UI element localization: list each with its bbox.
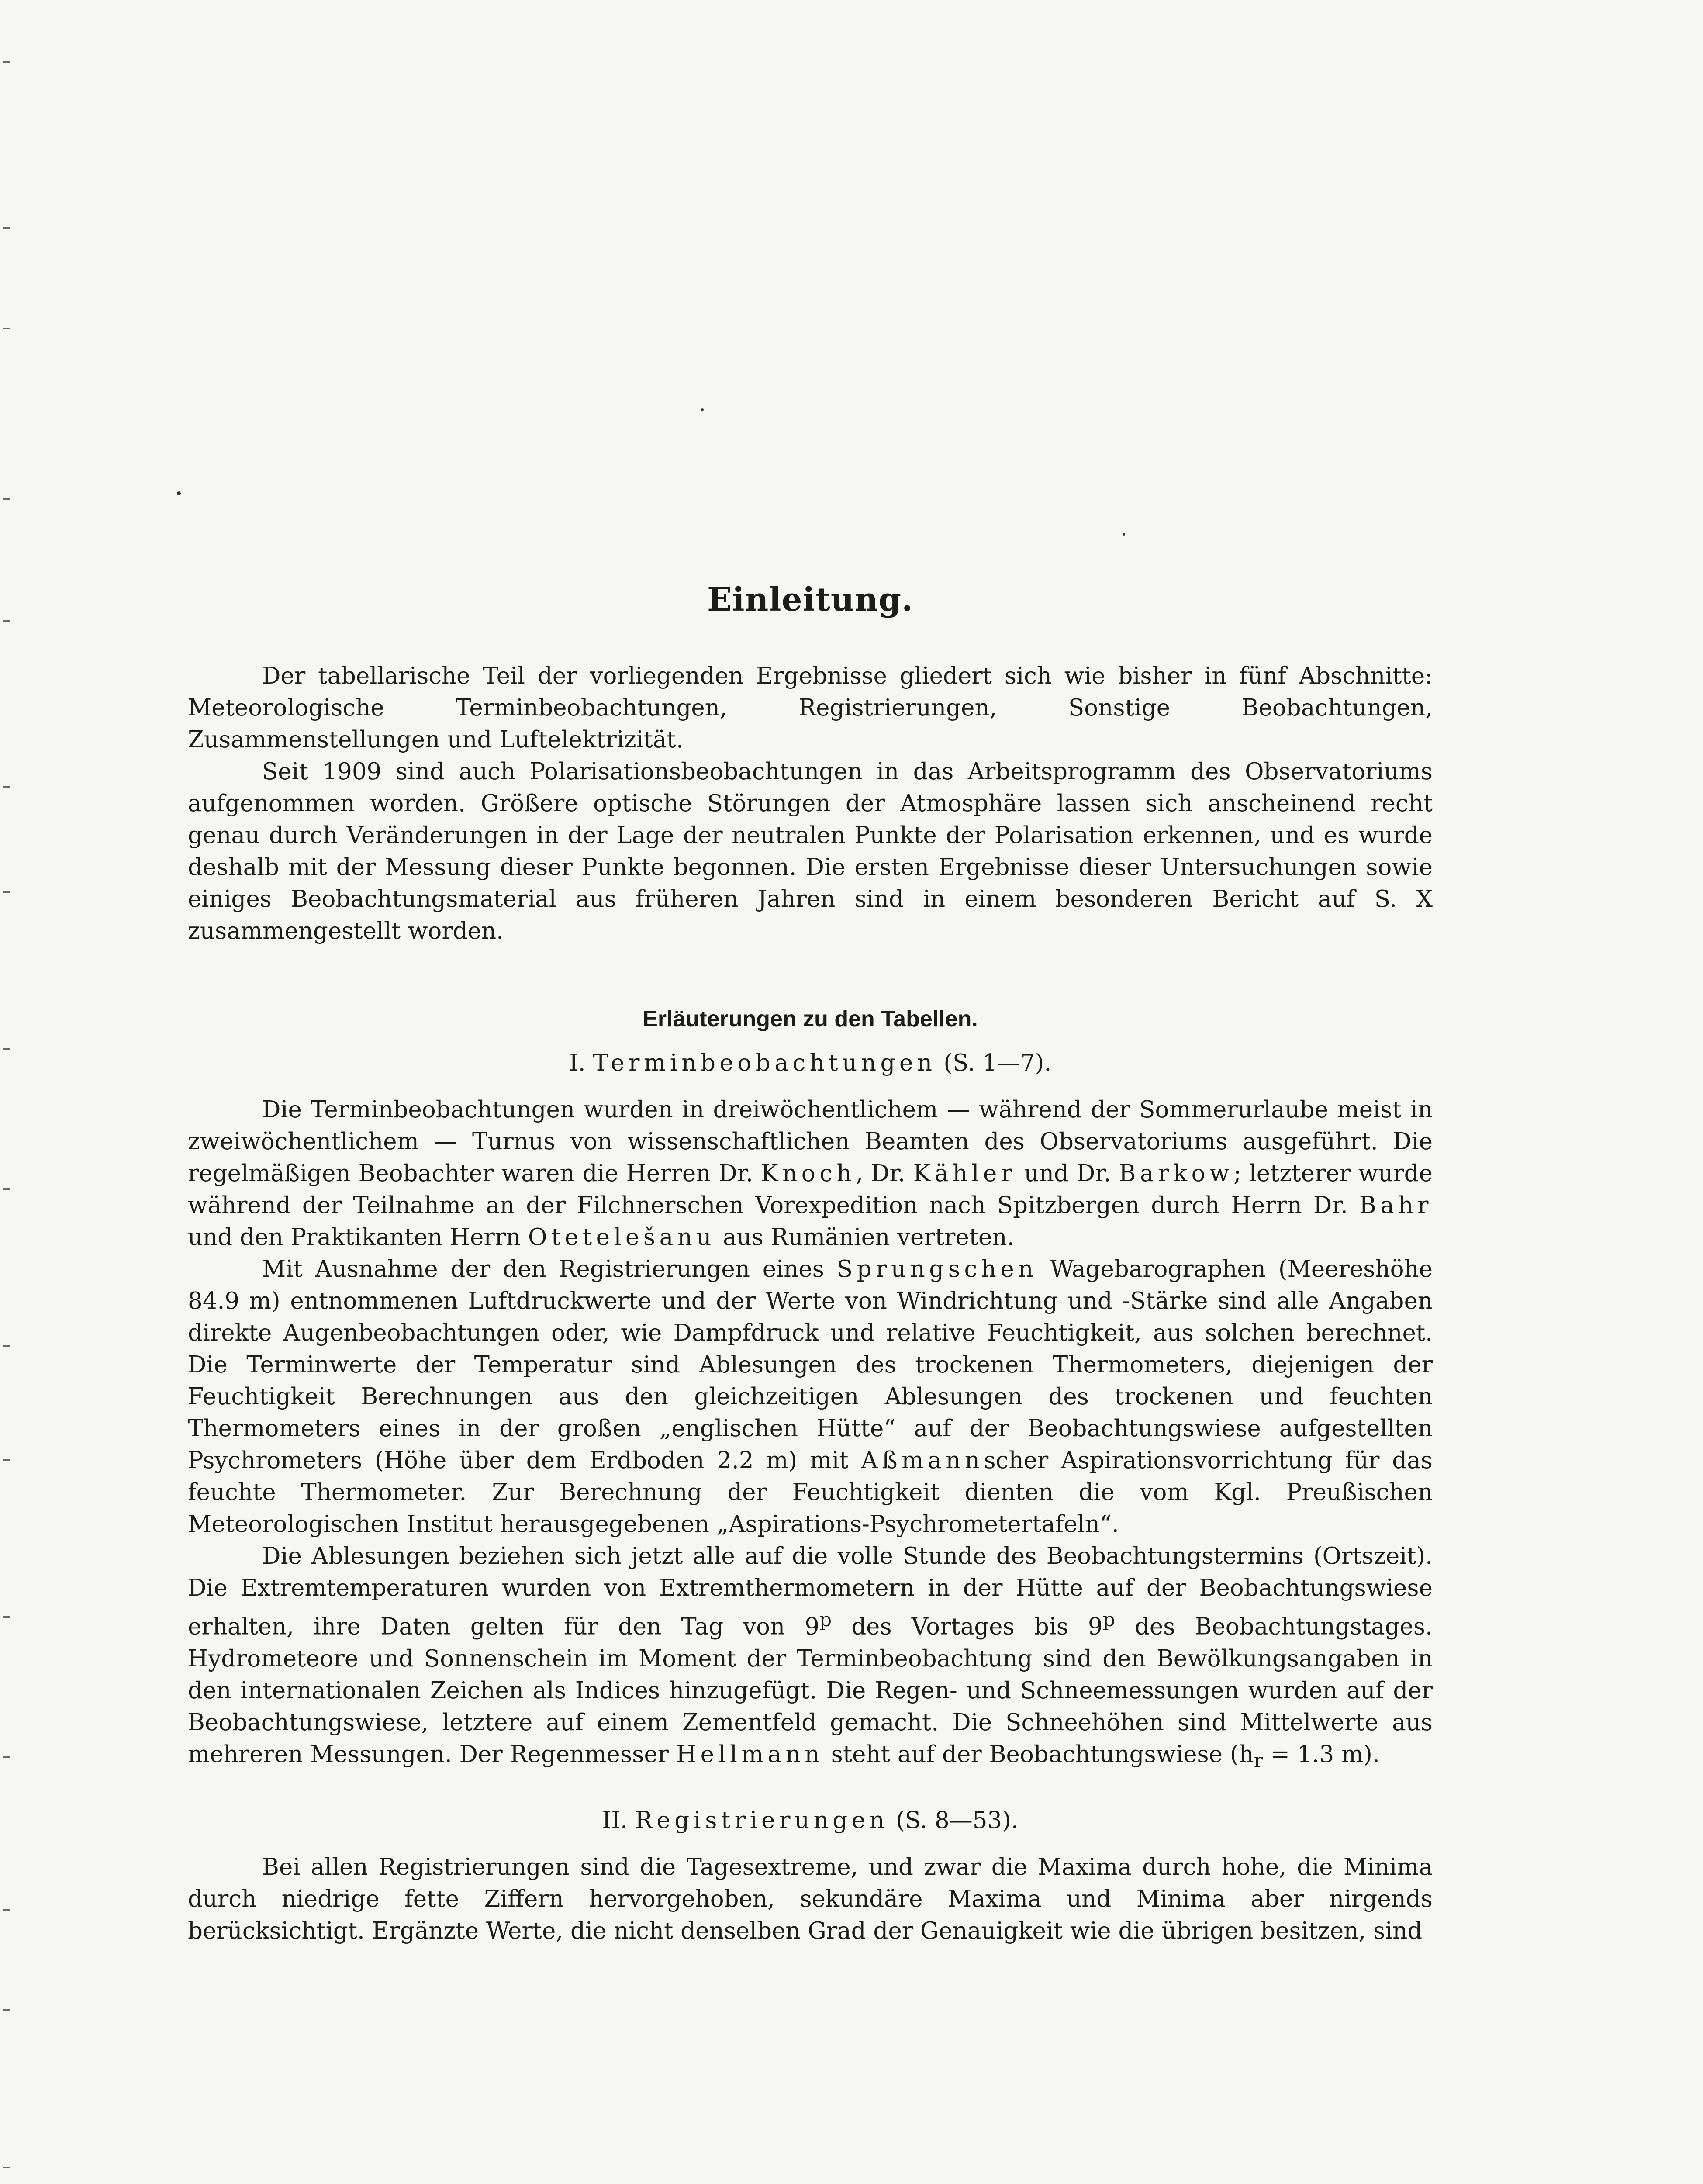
person-name: Knoch (761, 1160, 856, 1187)
edge-mark (3, 498, 10, 500)
subscript: r (1254, 1749, 1263, 1772)
subsection-numeral: II. (602, 1807, 628, 1834)
subsection-heading-registrierungen (188, 1807, 1433, 1834)
superscript: p (819, 1609, 832, 1631)
edge-mark (3, 2167, 10, 2168)
intro-paragraph-2: Seit 1909 sind auch Polarisationsbeobachtungen in das Arbeitsprogramm des Observatoriums aufgenommen worden. Größere optische Störungen der Atmosphäre lassen sich anscheinend recht genau durch Veränderungen in der Lage der neutralen Punkte der Polarisation erkennen, und es wurde deshalb mit der Messung dieser Punkte begonnen. Die ersten Ergebnisse dieser Untersuchungen sowie einiges Beobachtungsmaterial aus früheren Jahren sind in einem besonderen Bericht auf S. X zusammengestellt worden. (188, 758, 1433, 944)
text-run: und den Praktikanten Herrn (188, 1224, 521, 1251)
text-run: scher Aspirationsvorrichtung für das feuchte Thermometer. Zur Berechnung der Feuchtigkeit dienten die vom Kgl. Preußischen Meteorologischen Institut herausgegebenen „Aspirations-Psychrometertafeln“. (188, 1447, 1433, 1538)
person-name: Kähler (913, 1160, 1016, 1187)
text-run: , Dr. (856, 1160, 905, 1187)
text-run: Die Ablesungen beziehen sich jetzt alle auf die volle Stunde des Beobachtungstermins (Ortszeit). Die Extremtemperaturen wurden von Extremthermometern in der Hütte auf der Beobachtungswiese erhalten, ihre Daten gelten für den Tag von 9 (188, 1543, 1433, 1640)
edge-mark (3, 227, 10, 229)
subsection-pages: (S. 8—53). (896, 1807, 1019, 1834)
subsection-name: Terminbeobachtungen (593, 1050, 936, 1076)
subsection-name: Registrierungen (635, 1807, 889, 1834)
edge-mark (3, 1909, 10, 1911)
subsection-heading-terminbeobachtungen (188, 1050, 1433, 1076)
document-page (188, 581, 1433, 1947)
person-name: Sprungschen (836, 1256, 1037, 1282)
edge-mark (3, 61, 10, 63)
edge-mark (3, 620, 10, 622)
terminbeobachtungen-paragraph-1 (188, 1094, 1433, 1253)
edge-mark (3, 1459, 10, 1461)
text-run: ; letzterer wurde während der Teilnahme an der Filchnerschen Vorexpedition nach Spitzbergen durch Herrn Dr. (188, 1160, 1433, 1219)
edge-mark (3, 1616, 10, 1618)
terminbeobachtungen-paragraph-3 (188, 1540, 1433, 1776)
subsection-pages: (S. 1—7). (943, 1050, 1052, 1076)
speck (177, 491, 181, 495)
edge-mark (3, 891, 10, 893)
text-run: = 1.3 m). (1270, 1741, 1380, 1768)
person-name: Otetelešanu (528, 1224, 716, 1251)
speck (1123, 533, 1125, 536)
edge-mark (3, 1756, 10, 1758)
text-run: Wagebarographen (Meereshöhe 84.9 m) entnommenen Luftdruckwerte und der Werte von Windrichtung und -Stärke sind alle Angaben direkte Augenbeobachtungen oder, wie Dampfdruck und relative Feuchtigkeit, aus solchen berechnet. Die Terminwerte der Temperatur sind Ablesungen des trockenen Thermometers, diejenigen der Feuchtigkeit Berechnungen aus den gleichzeitigen Ablesungen des trockenen und feuchten Thermometers eines in der großen „englischen Hütte“ auf der Beobachtungswiese aufgestellten Psychrometers (Höhe über dem Erdboden 2.2 m) mit (188, 1256, 1433, 1474)
edge-mark (3, 786, 10, 788)
person-name: Hellmann (676, 1741, 824, 1768)
person-name: Bahr (1359, 1192, 1433, 1219)
edge-mark (3, 328, 10, 329)
intro-paragraph-1: Der tabellarische Teil der vorliegenden Ergebnisse gliedert sich wie bisher in fünf Abschnitte: Meteorologische Terminbeobachtungen, Registrierungen, Sonstige Beobachtungen, Zusammenstellungen und Luftelektrizität. (188, 663, 1433, 753)
text-run: aus Rumänien vertreten. (723, 1224, 1015, 1251)
terminbeobachtungen-paragraph-2 (188, 1253, 1433, 1540)
edge-mark (3, 1345, 10, 1347)
page-edge-marks (0, 0, 17, 2184)
text-run: und Dr. (1024, 1160, 1111, 1187)
subsection-numeral: I. (569, 1050, 586, 1076)
person-name: Aßmann (861, 1447, 984, 1474)
edge-mark (3, 1048, 10, 1050)
text-run: Mit Ausnahme der den Registrierungen eines (262, 1256, 824, 1282)
speck (701, 408, 704, 411)
person-name: Barkow (1119, 1160, 1234, 1187)
edge-mark (3, 1188, 10, 1190)
text-run: steht auf der Beobachtungswiese (h (831, 1741, 1254, 1768)
section-heading: Erläuterungen zu den Tabellen. (643, 1006, 978, 1032)
text-run: Die Terminbeobachtungen wurden in dreiwöchentlichem — während der Sommerurlaube meist in zweiwöchentlichem — Turnus von wissenschaftlichen Beamten des Observatoriums ausgeführt. Die regelmäßigen Beobachter waren die Herren Dr. (188, 1096, 1433, 1187)
edge-mark (3, 2009, 10, 2011)
text-run: des Beobachtungstages. Hydrometeore und Sonnenschein im Moment der Terminbeobachtung sind den Bewölkungsangaben in den internationalen Zeichen als Indices hinzugefügt. Die Regen- und Schneemessungen wurden auf der Beobachtungswiese, letztere auf einem Zementfeld gemacht. Die Schneehöhen sind Mittelwerte aus mehreren Messungen. Der Regenmesser (188, 1613, 1433, 1768)
page-title: Einleitung. (707, 581, 913, 619)
text-run: des Vortages bis 9 (851, 1613, 1103, 1640)
registrierungen-paragraph-1: Bei allen Registrierungen sind die Tagesextreme, und zwar die Maxima durch hohe, die Minima durch niedrige fette Ziffern hervorgehoben, sekundäre Maxima und Minima aber nirgends berücksichtigt. Ergänzte Werte, die nicht denselben Grad der Genauigkeit wie die übrigen besitzen, sind (188, 1854, 1433, 1945)
superscript: p (1102, 1609, 1115, 1631)
